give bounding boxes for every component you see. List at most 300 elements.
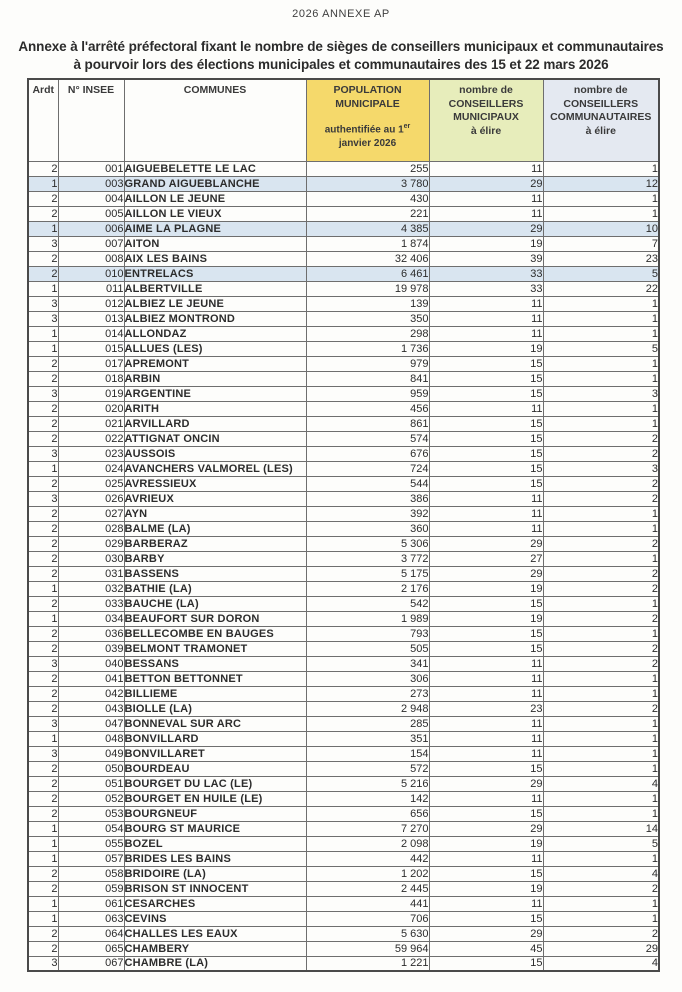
- table-row: [28, 491, 659, 506]
- ardt-cell: 3: [28, 956, 58, 971]
- table-row: [28, 821, 659, 836]
- insee-cell: 040: [58, 656, 124, 671]
- ardt-cell: 1: [28, 896, 58, 911]
- conseillers-municipaux-cell: 15: [429, 956, 543, 971]
- insee-cell: 054: [58, 821, 124, 836]
- ardt-cell: 2: [28, 431, 58, 446]
- insee-cell: 050: [58, 761, 124, 776]
- ardt-cell: 1: [28, 611, 58, 626]
- header-row: [28, 79, 659, 161]
- insee-cell: 064: [58, 926, 124, 941]
- conseillers-municipaux-cell: 11: [429, 791, 543, 806]
- table-row: [28, 671, 659, 686]
- insee-cell: 057: [58, 851, 124, 866]
- commune-cell: ALBIEZ LE JEUNE: [124, 296, 306, 311]
- commune-cell: BRIDOIRE (LA): [124, 866, 306, 881]
- table-row: [28, 806, 659, 821]
- table-row: [28, 371, 659, 386]
- conseillers-communautaires-cell: 4: [543, 956, 659, 971]
- ardt-cell: 2: [28, 671, 58, 686]
- insee-cell: 047: [58, 716, 124, 731]
- population-cell: 959: [306, 386, 429, 401]
- conseillers-municipaux-cell: 11: [429, 746, 543, 761]
- population-header: [306, 79, 429, 161]
- table-row: [28, 191, 659, 206]
- population-cell: 306: [306, 671, 429, 686]
- conseillers-municipaux-cell: 19: [429, 836, 543, 851]
- population-cell: 861: [306, 416, 429, 431]
- conseillers-communautaires-cell: 2: [543, 536, 659, 551]
- ardt-cell: 1: [28, 281, 58, 296]
- table-row: [28, 506, 659, 521]
- ardt-cell: 2: [28, 506, 58, 521]
- commune-cell: AITON: [124, 236, 306, 251]
- population-cell: 1 736: [306, 341, 429, 356]
- commune-cell: GRAND AIGUEBLANCHE: [124, 176, 306, 191]
- insee-cell: 061: [58, 896, 124, 911]
- conseillers-communautaires-cell: 1: [543, 806, 659, 821]
- table-row: [28, 941, 659, 956]
- population-cell: 441: [306, 896, 429, 911]
- conseillers-municipaux-cell: 19: [429, 236, 543, 251]
- commune-cell: BATHIE (LA): [124, 581, 306, 596]
- conseillers-communautaires-header: nombre de CONSEILLERS COMMUNAUTAIRES à élire: [543, 79, 659, 161]
- conseillers-municipaux-cell: 11: [429, 311, 543, 326]
- commune-cell: BESSANS: [124, 656, 306, 671]
- conseillers-municipaux-cell: 15: [429, 356, 543, 371]
- conseillers-municipaux-cell: 11: [429, 506, 543, 521]
- conseillers-communautaires-cell: 1: [543, 551, 659, 566]
- table-row: [28, 566, 659, 581]
- annex-table: [27, 78, 660, 972]
- commune-cell: AYN: [124, 506, 306, 521]
- ardt-cell: 2: [28, 356, 58, 371]
- conseillers-communautaires-cell: 2: [543, 581, 659, 596]
- commune-cell: CEVINS: [124, 911, 306, 926]
- table-row: [28, 716, 659, 731]
- insee-cell: 022: [58, 431, 124, 446]
- insee-cell: 063: [58, 911, 124, 926]
- commune-cell: BASSENS: [124, 566, 306, 581]
- table-row: [28, 836, 659, 851]
- population-cell: 221: [306, 206, 429, 221]
- insee-cell: 039: [58, 641, 124, 656]
- insee-cell: 006: [58, 221, 124, 236]
- conseillers-municipaux-cell: 11: [429, 851, 543, 866]
- insee-cell: 005: [58, 206, 124, 221]
- conseillers-municipaux-cell: 15: [429, 431, 543, 446]
- conseillers-municipaux-cell: 15: [429, 386, 543, 401]
- population-cell: 979: [306, 356, 429, 371]
- commune-cell: AILLON LE VIEUX: [124, 206, 306, 221]
- commune-cell: BETTON BETTONNET: [124, 671, 306, 686]
- population-cell: 442: [306, 851, 429, 866]
- table-row: [28, 521, 659, 536]
- population-cell: 793: [306, 626, 429, 641]
- conseillers-municipaux-cell: 15: [429, 626, 543, 641]
- commune-cell: BOURGET EN HUILE (LE): [124, 791, 306, 806]
- population-cell: 1 202: [306, 866, 429, 881]
- commune-cell: AIX LES BAINS: [124, 251, 306, 266]
- commune-cell: BEAUFORT SUR DORON: [124, 611, 306, 626]
- insee-cell: 011: [58, 281, 124, 296]
- population-cell: 724: [306, 461, 429, 476]
- ardt-cell: 1: [28, 461, 58, 476]
- conseillers-communautaires-cell: 2: [543, 446, 659, 461]
- commune-cell: ALLUES (LES): [124, 341, 306, 356]
- doc-title: [16, 38, 666, 74]
- insee-cell: 018: [58, 371, 124, 386]
- conseillers-municipaux-cell: 29: [429, 776, 543, 791]
- conseillers-municipaux-cell: 15: [429, 596, 543, 611]
- ardt-cell: 3: [28, 311, 58, 326]
- conseillers-communautaires-cell: 1: [543, 896, 659, 911]
- conseillers-municipaux-cell: 33: [429, 266, 543, 281]
- conseillers-communautaires-cell: 1: [543, 326, 659, 341]
- table-row: [28, 911, 659, 926]
- insee-cell: 024: [58, 461, 124, 476]
- conseillers-municipaux-cell: 11: [429, 161, 543, 176]
- conseillers-municipaux-cell: 15: [429, 476, 543, 491]
- table-row: [28, 296, 659, 311]
- population-cell: 574: [306, 431, 429, 446]
- conseillers-municipaux-cell: 11: [429, 671, 543, 686]
- table-row: [28, 926, 659, 941]
- table-row: [28, 776, 659, 791]
- population-cell: 392: [306, 506, 429, 521]
- population-cell: 5 216: [306, 776, 429, 791]
- conseillers-communautaires-cell: 5: [543, 836, 659, 851]
- conseillers-municipaux-cell: 19: [429, 881, 543, 896]
- population-cell: 456: [306, 401, 429, 416]
- commune-cell: BOURDEAU: [124, 761, 306, 776]
- insee-cell: 065: [58, 941, 124, 956]
- conseillers-municipaux-cell: 11: [429, 326, 543, 341]
- table-row: [28, 536, 659, 551]
- commune-cell: CHAMBERY: [124, 941, 306, 956]
- insee-cell: 034: [58, 611, 124, 626]
- table-row: [28, 701, 659, 716]
- table-row: [28, 401, 659, 416]
- insee-cell: 013: [58, 311, 124, 326]
- conseillers-communautaires-cell: 1: [543, 356, 659, 371]
- table-row: [28, 761, 659, 776]
- conseillers-communautaires-cell: 5: [543, 341, 659, 356]
- ardt-cell: 1: [28, 581, 58, 596]
- insee-cell: 041: [58, 671, 124, 686]
- ardt-cell: 3: [28, 716, 58, 731]
- population-cell: 341: [306, 656, 429, 671]
- conseillers-municipaux-cell: 11: [429, 491, 543, 506]
- conseillers-communautaires-cell: 22: [543, 281, 659, 296]
- ardt-cell: 2: [28, 476, 58, 491]
- commune-cell: BONVILLARD: [124, 731, 306, 746]
- conseillers-communautaires-cell: 1: [543, 731, 659, 746]
- population-cell: 298: [306, 326, 429, 341]
- commune-cell: AIGUEBELETTE LE LAC: [124, 161, 306, 176]
- table-row: [28, 206, 659, 221]
- insee-cell: 017: [58, 356, 124, 371]
- insee-cell: 012: [58, 296, 124, 311]
- table-row: [28, 341, 659, 356]
- table-row: [28, 866, 659, 881]
- commune-cell: AUSSOIS: [124, 446, 306, 461]
- ardt-cell: 1: [28, 821, 58, 836]
- population-cell: 841: [306, 371, 429, 386]
- ardt-cell: 2: [28, 626, 58, 641]
- insee-cell: 023: [58, 446, 124, 461]
- insee-cell: 053: [58, 806, 124, 821]
- insee-cell: 031: [58, 566, 124, 581]
- ardt-cell: 2: [28, 266, 58, 281]
- population-cell: 542: [306, 596, 429, 611]
- table-row: [28, 326, 659, 341]
- table-row: [28, 656, 659, 671]
- conseillers-municipaux-cell: 15: [429, 866, 543, 881]
- insee-cell: 001: [58, 161, 124, 176]
- ardt-cell: 1: [28, 911, 58, 926]
- population-cell: 273: [306, 686, 429, 701]
- conseillers-communautaires-cell: 7: [543, 236, 659, 251]
- conseillers-communautaires-cell: 1: [543, 161, 659, 176]
- conseillers-communautaires-cell: 4: [543, 776, 659, 791]
- commune-cell: BARBY: [124, 551, 306, 566]
- population-cell: 430: [306, 191, 429, 206]
- table-row: [28, 236, 659, 251]
- insee-cell: 048: [58, 731, 124, 746]
- insee-cell: 055: [58, 836, 124, 851]
- commune-cell: BRISON ST INNOCENT: [124, 881, 306, 896]
- communes-header: COMMUNES: [124, 79, 306, 161]
- population-cell: 505: [306, 641, 429, 656]
- commune-cell: CHAMBRE (LA): [124, 956, 306, 971]
- population-cell: 19 978: [306, 281, 429, 296]
- ardt-cell: 1: [28, 836, 58, 851]
- commune-cell: ARBIN: [124, 371, 306, 386]
- ardt-cell: 1: [28, 731, 58, 746]
- population-cell: 656: [306, 806, 429, 821]
- insee-cell: 033: [58, 596, 124, 611]
- population-cell: 2 948: [306, 701, 429, 716]
- conseillers-communautaires-cell: 10: [543, 221, 659, 236]
- table-row: [28, 896, 659, 911]
- population-header-title: POPULATION MUNICIPALE: [333, 84, 402, 110]
- insee-cell: 015: [58, 341, 124, 356]
- insee-cell: 028: [58, 521, 124, 536]
- table-row: [28, 746, 659, 761]
- conseillers-municipaux-cell: 11: [429, 206, 543, 221]
- ardt-cell: 2: [28, 536, 58, 551]
- table-row: [28, 386, 659, 401]
- conseillers-communautaires-cell: 1: [543, 716, 659, 731]
- commune-cell: BOURG ST MAURICE: [124, 821, 306, 836]
- table-row: [28, 851, 659, 866]
- commune-cell: ALLONDAZ: [124, 326, 306, 341]
- commune-cell: CESARCHES: [124, 896, 306, 911]
- commune-cell: BAUCHE (LA): [124, 596, 306, 611]
- conseillers-communautaires-cell: 1: [543, 911, 659, 926]
- ardt-cell: 2: [28, 251, 58, 266]
- commune-cell: BELMONT TRAMONET: [124, 641, 306, 656]
- table-row: [28, 791, 659, 806]
- table-row: [28, 461, 659, 476]
- conseillers-municipaux-cell: 11: [429, 896, 543, 911]
- population-cell: 351: [306, 731, 429, 746]
- doc-title-line2: à pourvoir lors des élections municipales et communautaires des 15 et 22 mars 2026: [73, 56, 609, 72]
- insee-cell: 004: [58, 191, 124, 206]
- conseillers-communautaires-cell: 1: [543, 761, 659, 776]
- ardt-cell: 2: [28, 701, 58, 716]
- commune-cell: AILLON LE JEUNE: [124, 191, 306, 206]
- population-cell: 6 461: [306, 266, 429, 281]
- table-row: [28, 431, 659, 446]
- ardt-header: Ardt: [28, 79, 58, 161]
- insee-cell: 059: [58, 881, 124, 896]
- doc-title-line1: Annexe à l'arrêté préfectoral fixant le nombre de sièges de conseillers municipaux et communautaires: [18, 39, 664, 54]
- insee-cell: 007: [58, 236, 124, 251]
- conseillers-communautaires-cell: 2: [543, 611, 659, 626]
- conseillers-communautaires-cell: 3: [543, 461, 659, 476]
- conseillers-communautaires-cell: 1: [543, 506, 659, 521]
- population-cell: 360: [306, 521, 429, 536]
- conseillers-communautaires-cell: 2: [543, 641, 659, 656]
- table-row: [28, 551, 659, 566]
- population-cell: 572: [306, 761, 429, 776]
- ardt-cell: 2: [28, 566, 58, 581]
- conseillers-communautaires-cell: 1: [543, 851, 659, 866]
- population-cell: 154: [306, 746, 429, 761]
- table-row: [28, 881, 659, 896]
- insee-header: N° INSEE: [58, 79, 124, 161]
- population-cell: 3 772: [306, 551, 429, 566]
- conseillers-communautaires-cell: 1: [543, 746, 659, 761]
- commune-cell: BARBERAZ: [124, 536, 306, 551]
- table-row: [28, 686, 659, 701]
- conseillers-municipaux-header: nombre de CONSEILLERS MUNICIPAUX à élire: [429, 79, 543, 161]
- table-row: [28, 626, 659, 641]
- ardt-cell: 2: [28, 806, 58, 821]
- insee-cell: 042: [58, 686, 124, 701]
- population-cell: 5 306: [306, 536, 429, 551]
- conseillers-communautaires-cell: 2: [543, 431, 659, 446]
- commune-cell: ALBIEZ MONTROND: [124, 311, 306, 326]
- insee-cell: 051: [58, 776, 124, 791]
- conseillers-municipaux-cell: 15: [429, 761, 543, 776]
- conseillers-municipaux-cell: 39: [429, 251, 543, 266]
- table-row: [28, 641, 659, 656]
- population-cell: 7 270: [306, 821, 429, 836]
- conseillers-communautaires-cell: 1: [543, 416, 659, 431]
- population-cell: 2 445: [306, 881, 429, 896]
- population-cell: 5 175: [306, 566, 429, 581]
- ardt-cell: 2: [28, 596, 58, 611]
- commune-cell: ATTIGNAT ONCIN: [124, 431, 306, 446]
- conseillers-communautaires-cell: 4: [543, 866, 659, 881]
- insee-cell: 026: [58, 491, 124, 506]
- conseillers-municipaux-cell: 15: [429, 806, 543, 821]
- conseillers-municipaux-cell: 27: [429, 551, 543, 566]
- population-cell: 544: [306, 476, 429, 491]
- table-row: [28, 266, 659, 281]
- conseillers-municipaux-cell: 11: [429, 731, 543, 746]
- table-row: [28, 281, 659, 296]
- conseillers-communautaires-cell: 5: [543, 266, 659, 281]
- ardt-cell: 3: [28, 236, 58, 251]
- commune-cell: BRIDES LES BAINS: [124, 851, 306, 866]
- conseillers-municipaux-cell: 29: [429, 176, 543, 191]
- population-cell: 1 989: [306, 611, 429, 626]
- population-cell: 1 874: [306, 236, 429, 251]
- commune-cell: BONNEVAL SUR ARC: [124, 716, 306, 731]
- ardt-cell: 1: [28, 221, 58, 236]
- ardt-cell: 1: [28, 341, 58, 356]
- ardt-cell: 2: [28, 551, 58, 566]
- commune-cell: ARGENTINE: [124, 386, 306, 401]
- insee-cell: 014: [58, 326, 124, 341]
- conseillers-municipaux-cell: 11: [429, 686, 543, 701]
- insee-cell: 008: [58, 251, 124, 266]
- ardt-cell: 2: [28, 206, 58, 221]
- ardt-cell: 2: [28, 401, 58, 416]
- commune-cell: BOURGET DU LAC (LE): [124, 776, 306, 791]
- conseillers-communautaires-cell: 1: [543, 296, 659, 311]
- table-row: [28, 596, 659, 611]
- population-cell: 676: [306, 446, 429, 461]
- insee-cell: 025: [58, 476, 124, 491]
- ardt-cell: 2: [28, 161, 58, 176]
- insee-cell: 019: [58, 386, 124, 401]
- conseillers-municipaux-cell: 19: [429, 611, 543, 626]
- table-row: [28, 176, 659, 191]
- table-row: [28, 446, 659, 461]
- conseillers-communautaires-cell: 2: [543, 566, 659, 581]
- insee-cell: 003: [58, 176, 124, 191]
- insee-cell: 049: [58, 746, 124, 761]
- population-cell: 255: [306, 161, 429, 176]
- ardt-cell: 2: [28, 776, 58, 791]
- conseillers-communautaires-cell: 29: [543, 941, 659, 956]
- conseillers-municipaux-cell: 29: [429, 221, 543, 236]
- conseillers-communautaires-cell: 1: [543, 671, 659, 686]
- ardt-cell: 3: [28, 386, 58, 401]
- table-row: [28, 416, 659, 431]
- ardt-cell: 2: [28, 521, 58, 536]
- population-cell: 2 176: [306, 581, 429, 596]
- conseillers-communautaires-cell: 2: [543, 476, 659, 491]
- insee-cell: 029: [58, 536, 124, 551]
- conseillers-municipaux-cell: 29: [429, 536, 543, 551]
- conseillers-municipaux-cell: 19: [429, 581, 543, 596]
- commune-cell: AVRIEUX: [124, 491, 306, 506]
- conseillers-municipaux-cell: 29: [429, 926, 543, 941]
- population-cell: 1 221: [306, 956, 429, 971]
- conseillers-communautaires-cell: 2: [543, 926, 659, 941]
- population-header-subtitle: authentifiée au 1er janvier 2026: [324, 123, 411, 149]
- ardt-cell: 2: [28, 926, 58, 941]
- population-cell: 386: [306, 491, 429, 506]
- conseillers-communautaires-cell: 1: [543, 626, 659, 641]
- conseillers-municipaux-cell: 11: [429, 716, 543, 731]
- conseillers-municipaux-cell: 33: [429, 281, 543, 296]
- conseillers-municipaux-cell: 11: [429, 656, 543, 671]
- ardt-cell: 2: [28, 761, 58, 776]
- conseillers-municipaux-cell: 23: [429, 701, 543, 716]
- population-cell: 350: [306, 311, 429, 326]
- population-cell: 142: [306, 791, 429, 806]
- conseillers-communautaires-cell: 2: [543, 701, 659, 716]
- population-cell: 2 098: [306, 836, 429, 851]
- commune-cell: BOZEL: [124, 836, 306, 851]
